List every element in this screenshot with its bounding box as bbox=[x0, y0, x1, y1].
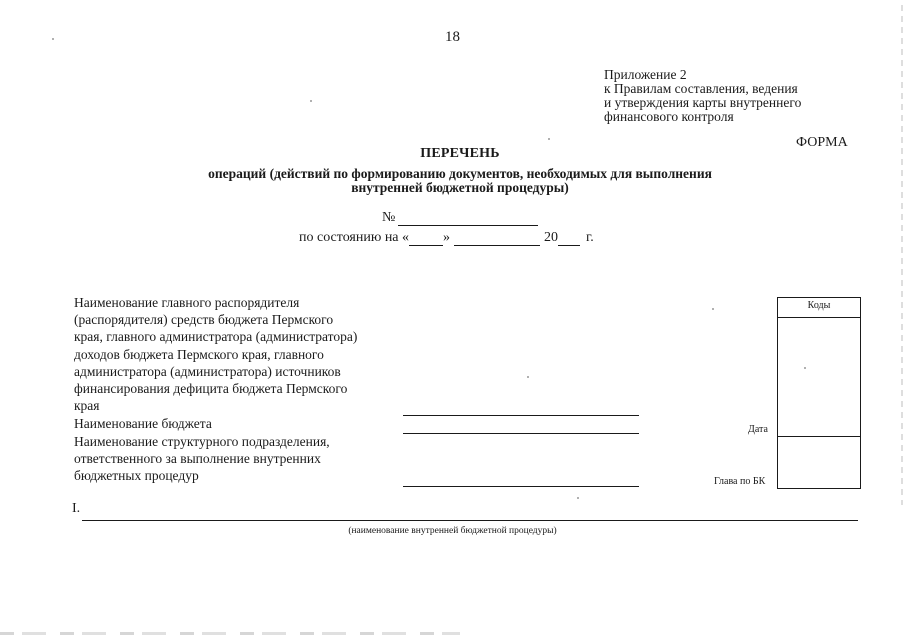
appendix-line: финансового контроля bbox=[604, 109, 734, 124]
administrator-label-line: края, главного администратора (администратора) bbox=[74, 329, 358, 345]
administrator-label-line: администратора (администратора) источников bbox=[74, 363, 341, 379]
codes-table bbox=[777, 297, 861, 489]
scan-speck bbox=[310, 100, 312, 102]
scan-speck bbox=[804, 367, 806, 369]
scan-speck bbox=[52, 38, 54, 40]
page-number: 18 bbox=[445, 29, 460, 45]
section-number: I. bbox=[72, 501, 81, 516]
appendix-line: Приложение 2 bbox=[604, 67, 687, 82]
form-label: ФОРМА bbox=[796, 135, 848, 150]
division-label-line: Наименование структурного подразделения, bbox=[74, 434, 330, 449]
subtitle-line: операций (действий по формированию документов, необходимых для выполнения bbox=[208, 166, 712, 181]
date-prefix: по состоянию на « bbox=[299, 230, 410, 245]
administrator-label-line: края bbox=[74, 398, 100, 414]
year-suffix: г. bbox=[586, 230, 594, 245]
budget-name-fill-line[interactable] bbox=[403, 433, 639, 434]
administrator-label-line: (распорядителя) средств бюджета Пермского bbox=[74, 312, 334, 328]
division-label bbox=[74, 433, 330, 485]
year-prefix: 20 bbox=[544, 230, 559, 245]
scan-speck bbox=[577, 497, 579, 499]
section-fill-line[interactable] bbox=[82, 520, 858, 521]
appendix-line: и утверждения карты внутреннего bbox=[604, 95, 802, 110]
division-label-line: бюджетных процедур bbox=[74, 468, 199, 484]
day-blank bbox=[409, 231, 443, 246]
appendix-line: к Правилам составления, ведения bbox=[604, 81, 798, 96]
section-caption: (наименование внутренней бюджетной процедуры) bbox=[348, 526, 557, 536]
scan-edge-artifact bbox=[0, 632, 460, 635]
codes-row-separator bbox=[778, 436, 860, 437]
month-blank bbox=[454, 231, 540, 246]
document-number-field bbox=[382, 210, 538, 226]
administrator-label-line: финансирования дефицита бюджета Пермского bbox=[74, 381, 348, 397]
division-label-line: ответственного за выполнение внутренних bbox=[74, 451, 321, 467]
administrator-fill-line[interactable] bbox=[403, 415, 639, 416]
codes-header: Коды bbox=[778, 298, 860, 318]
administrator-label-line: Наименование главного распорядителя bbox=[74, 295, 300, 310]
division-fill-line[interactable] bbox=[403, 486, 639, 487]
document-title: ПЕРЕЧЕНЬ bbox=[420, 146, 500, 161]
subtitle-line: внутренней бюджетной процедуры) bbox=[351, 180, 569, 195]
number-sign: № bbox=[382, 210, 396, 225]
document-subtitle bbox=[150, 167, 770, 195]
budget-name-label: Наименование бюджета bbox=[74, 416, 212, 431]
scan-speck bbox=[712, 308, 714, 310]
number-blank bbox=[398, 211, 538, 226]
chapter-code-label: Глава по БК bbox=[714, 476, 766, 487]
date-quote-close: » bbox=[443, 230, 451, 245]
date-code-label: Дата bbox=[748, 424, 768, 435]
scan-speck bbox=[527, 376, 529, 378]
year-blank bbox=[558, 231, 580, 246]
scan-speck bbox=[548, 138, 550, 140]
appendix-note bbox=[604, 68, 801, 124]
administrator-label-line: доходов бюджета Пермского края, главного bbox=[74, 346, 324, 362]
as-of-date-field bbox=[299, 230, 594, 246]
administrator-label bbox=[74, 294, 357, 414]
scan-edge-artifact bbox=[901, 5, 903, 505]
